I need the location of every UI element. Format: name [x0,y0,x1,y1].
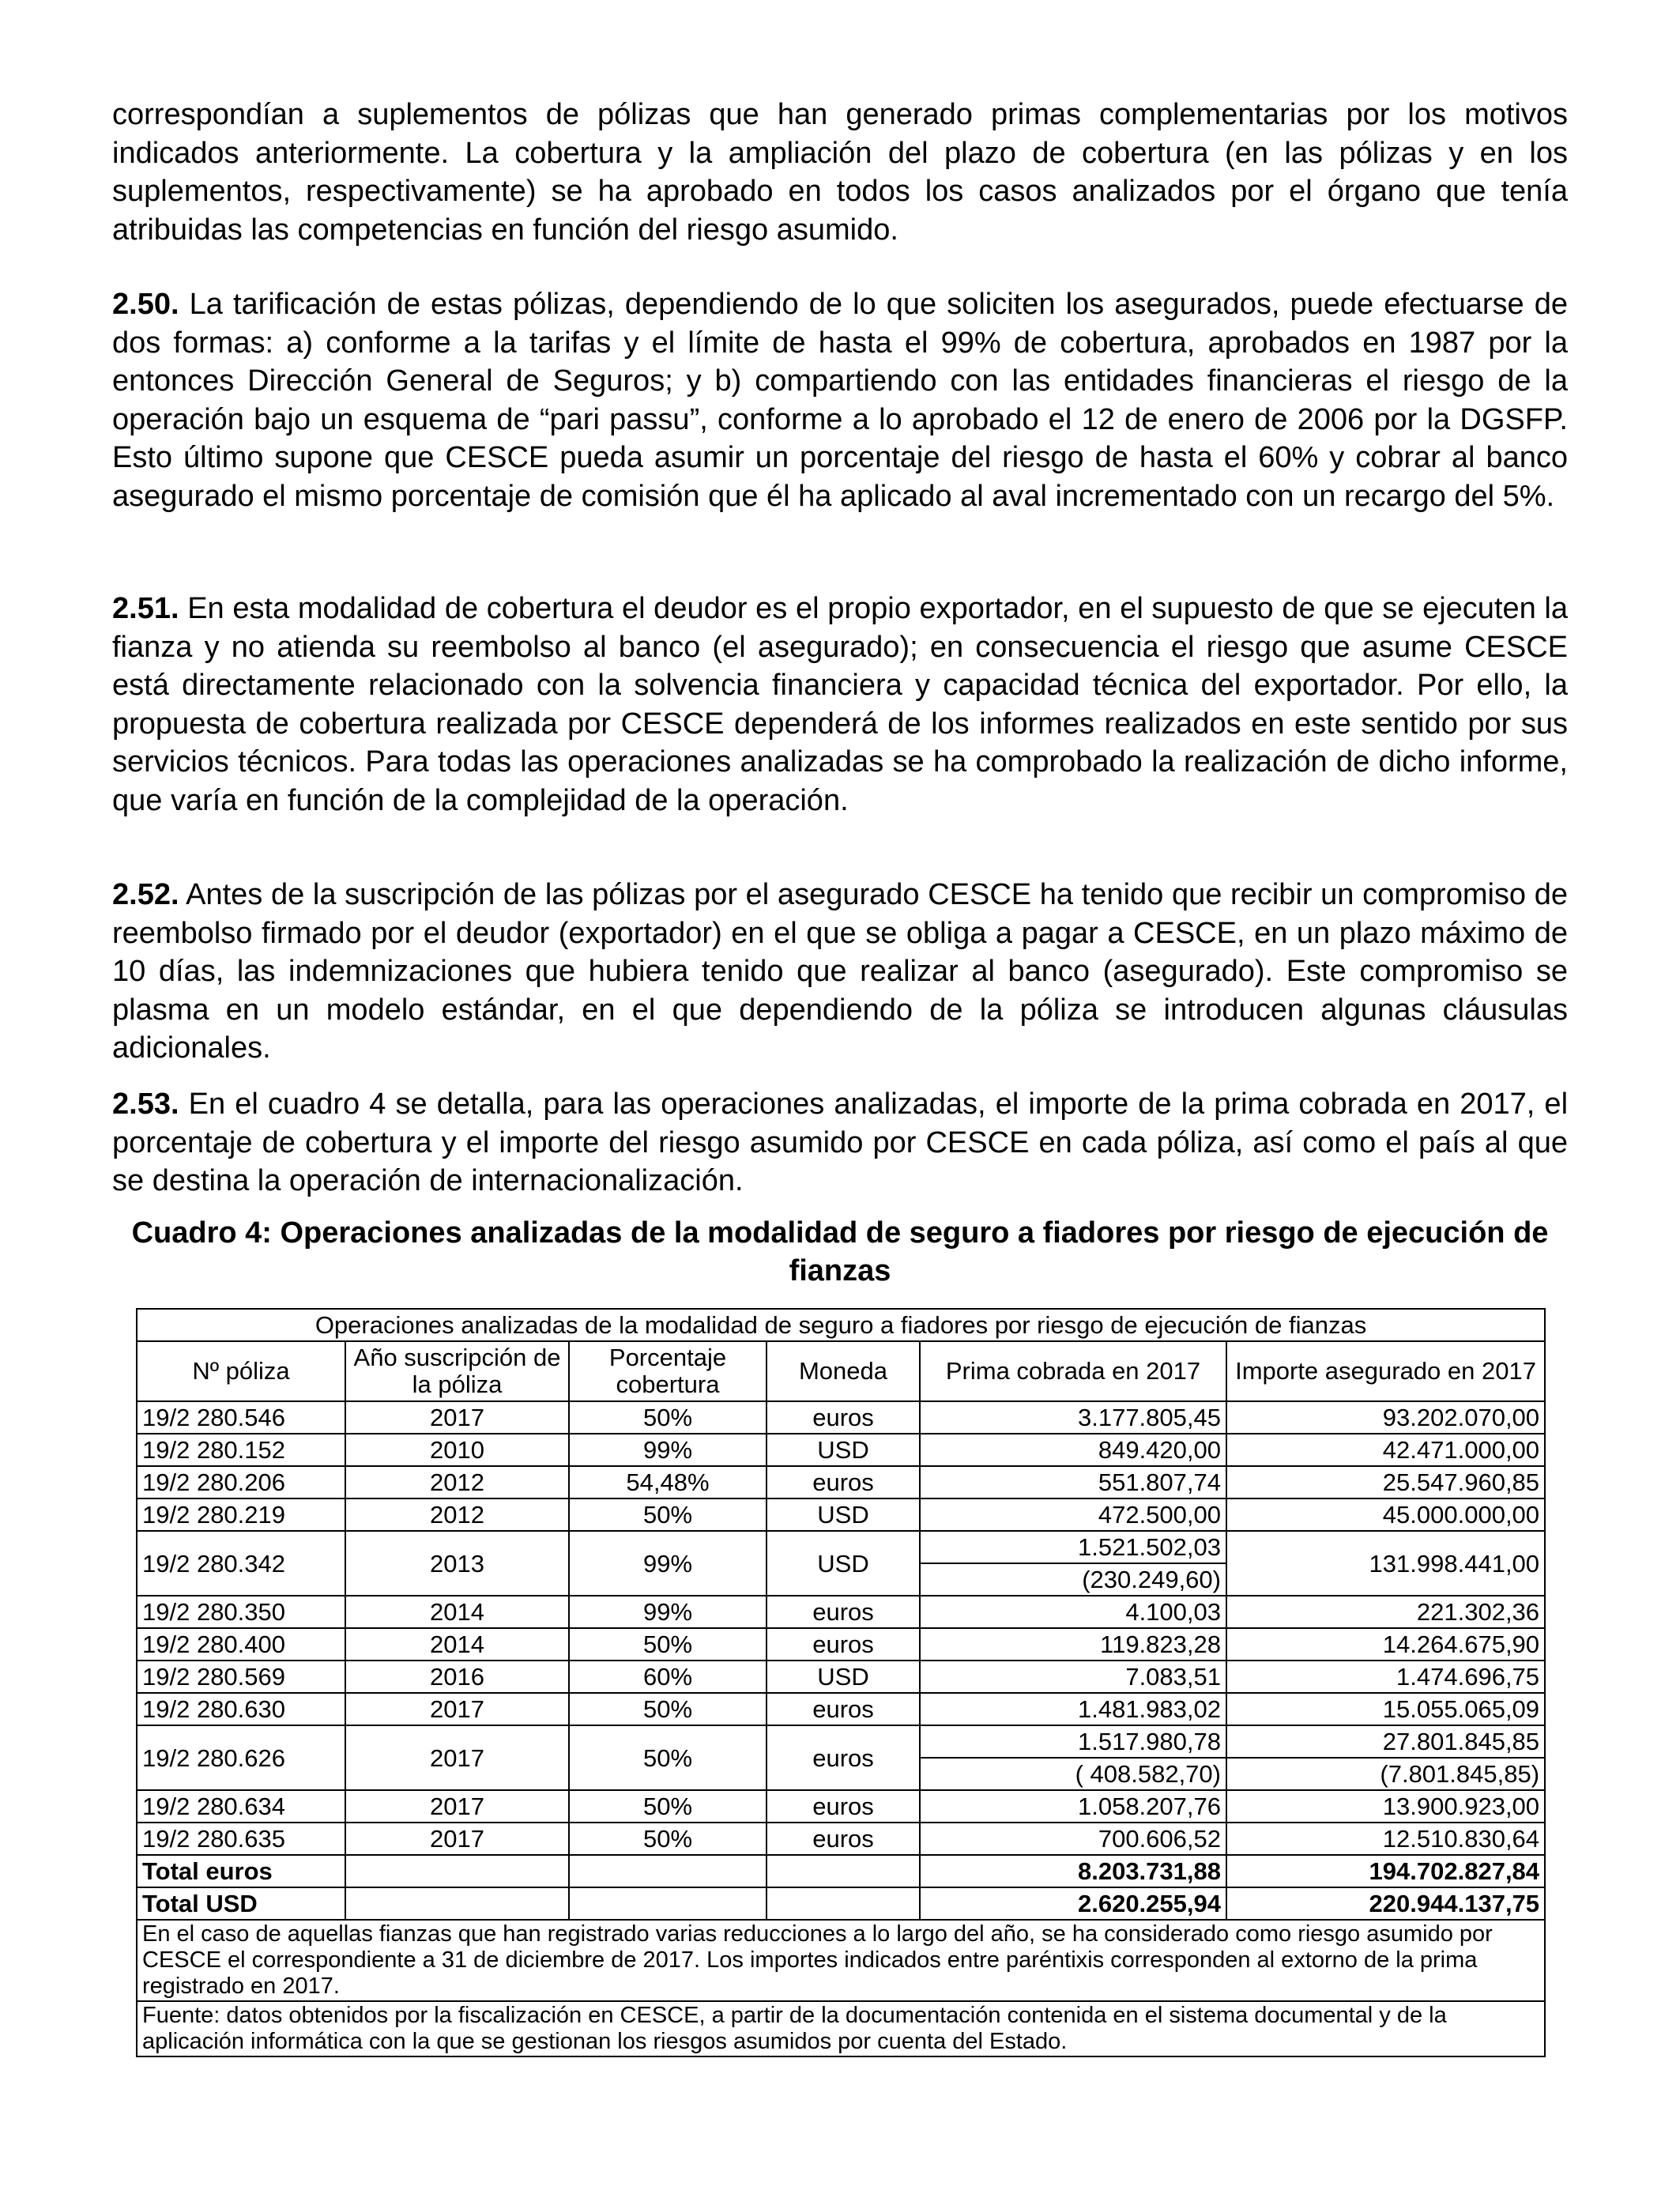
cell-moneda: USD [767,1531,920,1596]
cell-porcentaje: 50% [569,1790,767,1823]
cell-importe: 131.998.441,00 [1226,1531,1545,1596]
paragraph-intro [112,96,1568,249]
paragraph-text: En esta modalidad de cobertura el deudor es el propio exportador, en el supuesto de que se ejecuten la fianza y no atienda su reembolso al banco (el asegurado); en consecuencia el riesgo que asume CESCE está directamente relacionado con la solvencia financiera y capacidad técnica del exportador. Por ello, la propuesta de cobertura realizada por CESCE dependerá de los informes realizados en este sentido por sus servicios técnicos. Para todas las operaciones analizadas se ha comprobado la realización de dicho informe, que varía en función de la complejidad de la operación. [112,592,1568,817]
table-title: Operaciones analizadas de la modalidad de seguro a fiadores por riesgo de ejecución de fianzas [137,1309,1545,1341]
cell-importe: 15.055.065,09 [1226,1693,1545,1725]
cell-importe: 12.510.830,64 [1226,1823,1545,1855]
header-importe: Importe asegurado en 2017 [1226,1341,1545,1401]
total-importe: 220.944.137,75 [1226,1887,1545,1920]
cell-moneda: euros [767,1725,920,1790]
total-label: Total euros [137,1855,345,1887]
cell-moneda: euros [767,1401,920,1434]
empty-cell [569,1887,767,1920]
empty-cell [345,1887,569,1920]
cell-prima: 3.177.805,45 [920,1401,1226,1434]
cell-anio: 2014 [345,1628,569,1661]
cell-prima: 4.100,03 [920,1596,1226,1628]
table-row [137,1498,1545,1531]
table-source-row [137,2001,1545,2056]
cell-porcentaje: 60% [569,1661,767,1693]
header-moneda: Moneda [767,1341,920,1401]
cell-anio: 2017 [345,1823,569,1855]
cell-importe-extorno: (7.801.845,85) [1226,1758,1545,1790]
table-row [137,1661,1545,1693]
total-importe: 194.702.827,84 [1226,1855,1545,1887]
empty-cell [767,1887,920,1920]
cell-poliza: 19/2 280.400 [137,1628,345,1661]
total-row-euros [137,1855,1545,1887]
cell-poliza: 19/2 280.635 [137,1823,345,1855]
table-row [137,1401,1545,1434]
paragraph-text: En el cuadro 4 se detalla, para las operaciones analizadas, el importe de la prima cobrada en 2017, el porcentaje de cobertura y el importe del riesgo asumido por CESCE en cada póliza, así como el país al que se destina la operación de internacionalización. [112,1088,1569,1197]
header-poliza: Nº póliza [137,1341,345,1401]
cell-anio: 2010 [345,1434,569,1466]
cell-importe: 13.900.923,00 [1226,1790,1545,1823]
cell-porcentaje: 50% [569,1725,767,1790]
table-row [137,1531,1545,1563]
header-porcentaje: Porcentaje cobertura [569,1341,767,1401]
table-row [137,1434,1545,1466]
total-prima: 2.620.255,94 [920,1887,1226,1920]
cell-prima: 472.500,00 [920,1498,1226,1531]
cell-anio: 2014 [345,1596,569,1628]
table-row [137,1725,1545,1758]
table-row [137,1628,1545,1661]
cell-poliza: 19/2 280.219 [137,1498,345,1531]
cell-moneda: USD [767,1498,920,1531]
cell-poliza: 19/2 280.569 [137,1661,345,1693]
paragraph-text: Antes de la suscripción de las pólizas por el asegurado CESCE ha tenido que recibir un compromiso de reembolso firmado por el deudor (exportador) en el que se obliga a pagar a CESCE, en un plazo máximo de 10 días, las indemnizaciones que hubiera tenido que realizar al banco (asegurado). Este compromiso se plasma en un modelo estándar, en el que dependiendo de la póliza se introducen algunas cláusulas adicionales. [112,878,1568,1065]
cell-moneda: euros [767,1628,920,1661]
cell-poliza: 19/2 280.634 [137,1790,345,1823]
empty-cell [569,1855,767,1887]
table-caption: Cuadro 4: Operaciones analizadas de la modalidad de seguro a fiadores por riesgo de ejecución de fianzas [131,1216,1549,1287]
cell-porcentaje: 99% [569,1434,767,1466]
paragraph-2-52 [112,876,1568,1068]
paragraph-text: correspondían a suplementos de pólizas que han generado primas complementarias por los motivos indicados anteriormente. La cobertura y la ampliación del plazo de cobertura (en las pólizas y en los suplementos, respectivamente) se ha aprobado en todos los casos analizados por el órgano que tenía atribuidas las competencias en función del riesgo asumido. [112,98,1568,247]
table-header-row [137,1341,1545,1401]
operations-table [136,1308,1546,2057]
cell-anio: 2016 [345,1661,569,1693]
paragraph-2-51 [112,590,1568,820]
cell-moneda: euros [767,1823,920,1855]
table-row [137,1466,1545,1498]
cell-poliza: 19/2 280.630 [137,1693,345,1725]
cell-importe: 221.302,36 [1226,1596,1545,1628]
cell-anio: 2017 [345,1790,569,1823]
table-row [137,1823,1545,1855]
cell-anio: 2013 [345,1531,569,1596]
cell-porcentaje: 50% [569,1401,767,1434]
cell-porcentaje: 50% [569,1693,767,1725]
cell-prima: 849.420,00 [920,1434,1226,1466]
table-row [137,1693,1545,1725]
cell-moneda: USD [767,1434,920,1466]
cell-anio: 2017 [345,1725,569,1790]
header-anio: Año suscripción de la póliza [345,1341,569,1401]
paragraph-number: 2.52. [112,878,179,911]
paragraph-number: 2.50. [112,288,179,321]
paragraph-2-53 [112,1085,1568,1201]
cell-importe: 27.801.845,85 [1226,1725,1545,1758]
table-row [137,1596,1545,1628]
cell-prima-extorno: (230.249,60) [920,1563,1226,1596]
cell-porcentaje: 50% [569,1498,767,1531]
cell-prima: 1.058.207,76 [920,1790,1226,1823]
cell-poliza: 19/2 280.342 [137,1531,345,1596]
table-note: En el caso de aquellas fianzas que han registrado varias reducciones a lo largo del año, se ha considerado como riesgo asumido por CESCE el correspondiente a 31 de diciembre de 2017. Los importes indicados entre paréntixis corresponden al extorno de la prima registrado en 2017. [137,1920,1545,2001]
cell-anio: 2017 [345,1693,569,1725]
empty-cell [345,1855,569,1887]
cell-porcentaje: 99% [569,1531,767,1596]
table-source: Fuente: datos obtenidos por la fiscalización en CESCE, a partir de la documentación contenida en el sistema documental y de la aplicación informática con la que se gestionan los riesgos asumidos por cuenta del Estado. [137,2001,1545,2056]
total-prima: 8.203.731,88 [920,1855,1226,1887]
cell-poliza: 19/2 280.350 [137,1596,345,1628]
header-prima: Prima cobrada en 2017 [920,1341,1226,1401]
empty-cell [767,1855,920,1887]
cell-poliza: 19/2 280.206 [137,1466,345,1498]
cell-moneda: USD [767,1661,920,1693]
cell-porcentaje: 99% [569,1596,767,1628]
cell-prima: 700.606,52 [920,1823,1226,1855]
cell-poliza: 19/2 280.626 [137,1725,345,1790]
cell-importe: 14.264.675,90 [1226,1628,1545,1661]
cell-prima: 1.481.983,02 [920,1693,1226,1725]
cell-poliza: 19/2 280.152 [137,1434,345,1466]
cell-moneda: euros [767,1596,920,1628]
cell-moneda: euros [767,1790,920,1823]
cell-moneda: euros [767,1466,920,1498]
table-row [137,1790,1545,1823]
paragraph-text: La tarificación de estas pólizas, dependiendo de lo que soliciten los asegurados, puede efectuarse de dos formas: a) conforme a la tarifas y el límite de hasta el 99% de cobertura, aprobados en 1987 por la entonces Dirección General de Seguros; y b) compartiendo con las entidades financieras el riesgo de la operación bajo un esquema de “pari passu”, conforme a lo aprobado el 12 de enero de 2006 por la DGSFP. Esto último supone que CESCE pueda asumir un porcentaje del riesgo de hasta el 60% y cobrar al banco asegurado el mismo porcentaje de comisión que él ha aplicado al aval incrementado con un recargo del 5%. [112,288,1568,513]
table-title-row [137,1309,1545,1341]
cell-prima: 1.517.980,78 [920,1725,1226,1758]
cell-poliza: 19/2 280.546 [137,1401,345,1434]
cell-importe: 45.000.000,00 [1226,1498,1545,1531]
cell-prima: 7.083,51 [920,1661,1226,1693]
cell-prima-extorno: ( 408.582,70) [920,1758,1226,1790]
paragraph-number: 2.51. [112,592,179,625]
paragraph-2-50 [112,285,1568,515]
cell-importe: 93.202.070,00 [1226,1401,1545,1434]
cell-porcentaje: 50% [569,1823,767,1855]
total-label: Total USD [137,1887,345,1920]
cell-prima: 551.807,74 [920,1466,1226,1498]
cell-importe: 25.547.960,85 [1226,1466,1545,1498]
cell-prima: 1.521.502,03 [920,1531,1226,1563]
table-note-row [137,1920,1545,2001]
total-row-usd [137,1887,1545,1920]
paragraph-number: 2.53. [112,1088,179,1121]
cell-porcentaje: 50% [569,1628,767,1661]
cell-importe: 1.474.696,75 [1226,1661,1545,1693]
cell-anio: 2012 [345,1466,569,1498]
cell-anio: 2012 [345,1498,569,1531]
cell-importe: 42.471.000,00 [1226,1434,1545,1466]
cell-moneda: euros [767,1693,920,1725]
cell-porcentaje: 54,48% [569,1466,767,1498]
cell-anio: 2017 [345,1401,569,1434]
cell-prima: 119.823,28 [920,1628,1226,1661]
